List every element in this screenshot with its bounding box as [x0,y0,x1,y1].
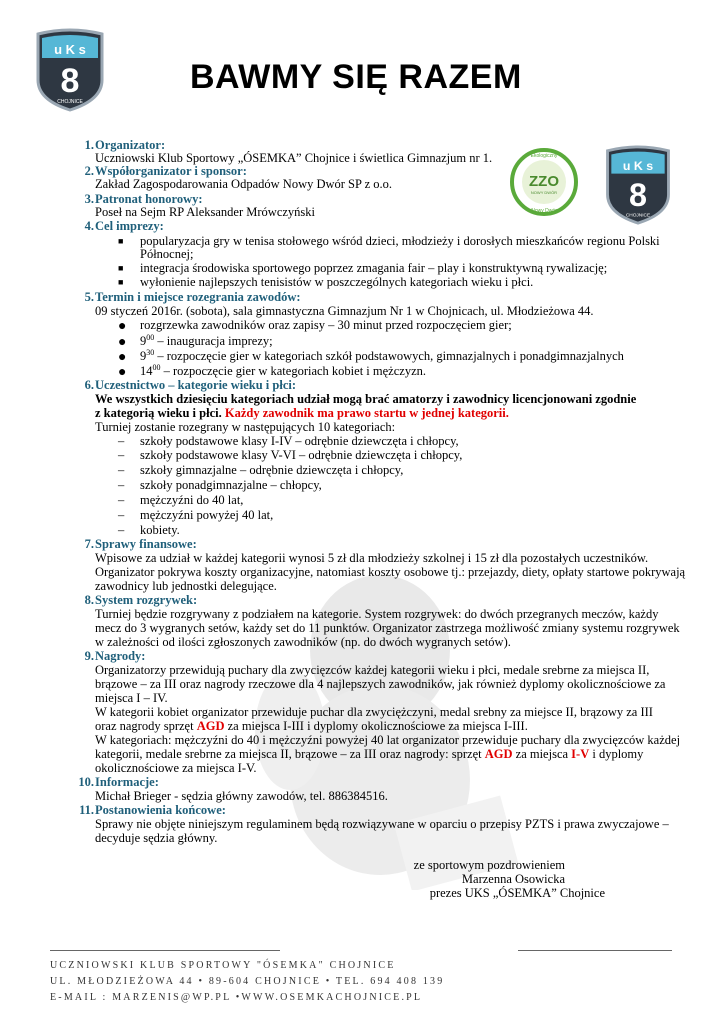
section-7-text-3: zawodnicy lub jednostki delegujące. [95,579,277,593]
category-item: szkoły podstawowe klasy I-IV – odrębnie dziewczęta i chłopcy, [140,434,459,448]
bullet-dash: – [118,508,125,522]
section-11-number: 11. [79,803,94,817]
footer-divider-right [518,950,672,951]
category-item: kobiety. [140,523,180,537]
section-2-text: Zakład Zagospodarowania Odpadów Nowy Dwór SP z o.o. [95,177,393,191]
section-9-number: 9. [84,649,94,663]
section-6-number: 6. [84,378,94,392]
section-8-text-3: w zależności od ilości zgłoszonych zawodników (np. do dwóch wygranych setów). [95,635,511,649]
section-7-number: 7. [84,537,94,551]
section-5-number: 5. [84,290,94,304]
bullet-square: ■ [118,263,124,273]
bullet-dash: – [118,478,125,492]
section-8-heading: System rozgrywek: [95,593,198,607]
section-9-text-7: kategorii, medale srebrne za miejsca II, brązowe – za III oraz nagrody: sprzęt AGD za miejsca I-V i dyplomy [95,747,644,761]
section-11-text-2: decyduje sędzia główny. [95,831,218,845]
section-10-heading: Informacje: [95,775,159,789]
bullet-dash: – [118,448,125,462]
section-7-heading: Sprawy finansowe: [95,537,197,551]
section-5-bullet-1: rozgrzewka zawodników oraz zapisy – 30 minut przed rozpoczęciem gier; [140,318,512,332]
category-item: szkoły podstawowe klasy V-VI – odrębnie dziewczęta i chłopcy, [140,448,463,462]
section-6-text-3: Turniej zostanie rozegrany w następujących 10 kategoriach: [95,420,396,434]
signature-name: Marzenna Osowicka [461,872,565,886]
section-9-text-4: W kategorii kobiet organizator przewiduje puchar dla zwyciężczyni, medal srebny za miejsce II, brązowy za III [95,705,653,719]
section-9-text-6: W kategoriach: mężczyźni do 40 i mężczyźni powyżej 40 lat organizator przewiduje puchary dla zwycięzców każdej [95,733,681,747]
section-9-text-2: brązowe – za III oraz nagrody rzeczowe dla 4 najlepszych zawodników, jak również dyplomy okolicznościowe za [95,677,666,691]
section-9-text-1: Organizatorzy przewidują puchary dla zwycięzców każdej kategorii wieku i płci, medale srebrne za miejsca II, [95,663,650,677]
section-4-bullet-1a: popularyzacja gry w tenisa stołowego wśród dzieci, młodzieży i dorosłych mieszkańców regionu Polski [140,234,660,248]
section-10-number: 10. [78,775,94,789]
section-9-text-5: oraz nagrody sprzęt AGD za miejsca I-III i dyplomy okolicznościowe za miejsca I-III. [95,719,528,733]
section-4-bullet-2: integracja środowiska sportowego poprzez zmagania fair – play i konstruktywną rywalizację; [140,261,608,275]
uks-logo [32,28,108,112]
section-7-text-1: Wpisowe za udział w każdej kategorii wynosi 5 zł dla młodzieży szkolnej i 15 zł dla pozostałych uczestników. [95,551,649,565]
category-item: szkoły ponadgimnazjalne – chłopcy, [140,478,322,492]
bullet-dash: – [118,493,125,507]
section-10-text: Michał Brieger - sędzia główny zawodów, tel. 886384516. [95,789,388,803]
section-9-text-3: miejsca I – IV. [95,691,168,705]
section-8-text-1: Turniej będzie rozgrywany z podziałem na kategorie. System rozgrywek: do dwóch przegranych meczów, każdy [95,607,659,621]
section-3-heading: Patronat honorowy: [95,192,203,206]
section-6-text-1: We wszystkich dziesięciu kategoriach udział mogą brać amatorzy i zawodnicy licencjonowani zgodnie [95,392,637,406]
footer-address: UL. MŁODZIEŻOWA 44 • 89-604 CHOJNICE • TEL. 694 408 139 [50,976,445,987]
section-5-bullet-4: $14^{00}$ – rozpoczęcie gier w kategoriach kobiet i mężczyzn. [140,363,426,379]
bullet-dot: ● [118,319,127,334]
category-item: szkoły gimnazjalne – odrębnie dziewczęta i chłopcy, [140,463,404,477]
footer-club: UCZNIOWSKI KLUB SPORTOWY "ÓSEMKA" CHOJNICE [50,960,396,971]
section-3-number: 3. [84,192,94,206]
section-1-text: Uczniowski Klub Sportowy „ÓSEMKA” Chojnice i świetlica Gimnazjum nr 1. [95,151,493,165]
section-11-heading: Postanowienia końcowe: [95,803,226,817]
section-8-number: 8. [84,593,94,607]
section-9-text-8: okolicznościowe za miejsca I-V. [95,761,257,775]
uks-logo-small-bottom: CHOJNICE [625,213,651,219]
footer-contact: E-MAIL : MARZENIS@WP.PL •WWW.OSEMKACHOJNICE.PL [50,992,423,1003]
uks-logo-small [600,145,676,225]
bullet-dot: ● [118,335,127,350]
section-1-number: 1. [84,138,94,152]
zzo-ring-bottom: Nowy Dwór [531,208,557,214]
zzo-center: ZZO [529,173,559,190]
category-item: mężczyźni do 40 lat, [140,493,244,507]
uks-logo-top: u K s [54,42,86,57]
category-item: mężczyźni powyżej 40 lat, [140,508,274,522]
section-4-number: 4. [84,219,94,233]
bullet-dot: ● [118,350,127,365]
section-6-text-2: z kategorią wieku i płci. Każdy zawodnik ma prawo startu w jednej kategorii. [95,406,509,420]
section-8-text-2: mecz do 3 wygranych setów, każdy set do 11 punktów. Organizator zastrzega możliwość zmiany systemu rozgrywek [95,621,680,635]
uks-logo-bottom: CHOJNICE [57,99,83,105]
section-5-bullet-3: $9^{30}$ – rozpoczęcie gier w kategoriach szkół podstawowych, gimnazjalnych i ponadgimnazjalnych [140,348,624,364]
page-title: BAWMY SIĘ RAZEM [190,58,522,96]
section-11-text-1: Sprawy nie objęte niniejszym regulaminem będą rozwiązywane w oparciu o przepisy PZTS i prawa zwyczajowe – [95,817,669,831]
section-7-text-2: Organizator pokrywa koszty organizacyjne, natomiast koszty osobowe tj.: przejazdy, diety, opłaty startowe pokrywają [95,565,686,579]
bullet-dash: – [118,463,125,477]
bullet-dot: ● [118,365,127,380]
footer-divider-left [50,950,280,951]
zzo-logo [506,148,582,216]
bullet-square: ■ [118,277,124,287]
section-4-bullet-3: wyłonienie najlepszych tenisistów w poszczególnych kategoriach wieku i płci. [140,275,534,289]
section-1-heading: Organizator: [95,138,166,152]
section-2-heading: Współorganizator i sponsor: [95,164,247,178]
section-6-heading: Uczestnictwo – kategorie wieku i płci: [95,378,297,392]
zzo-sub: NOWY DWÓR [530,190,558,195]
section-4-heading: Cel imprezy: [95,219,164,233]
section-5-bullet-2: $9^{00}$ – inauguracja imprezy; [140,333,273,349]
section-5-heading: Termin i miejsce rozegrania zawodów: [95,290,301,304]
uks-logo-number: 8 [60,62,80,100]
section-5-text: 09 styczeń 2016r. (sobota), sala gimnastyczna Gimnazjum Nr 1 w Chojnicach, ul. Młodzieżowa 44. [95,304,594,318]
section-4-bullet-1b: Północnej; [140,247,194,261]
signature-title: prezes UKS „ÓSEMKA” Chojnice [429,886,605,900]
uks-logo-small-number: 8 [628,176,648,213]
bullet-square: ■ [118,236,124,246]
bullet-dash: – [118,434,125,448]
section-2-number: 2. [84,164,94,178]
section-3-text: Poseł na Sejm RP Aleksander Mrówczyński [95,205,316,219]
bullet-dash: – [118,523,125,537]
signature-greeting: ze sportowym pozdrowieniem [413,858,565,872]
uks-logo-small-top: u K s [622,158,654,173]
zzo-ring-top: Ekologiczny [530,153,558,159]
section-9-heading: Nagrody: [95,649,146,663]
